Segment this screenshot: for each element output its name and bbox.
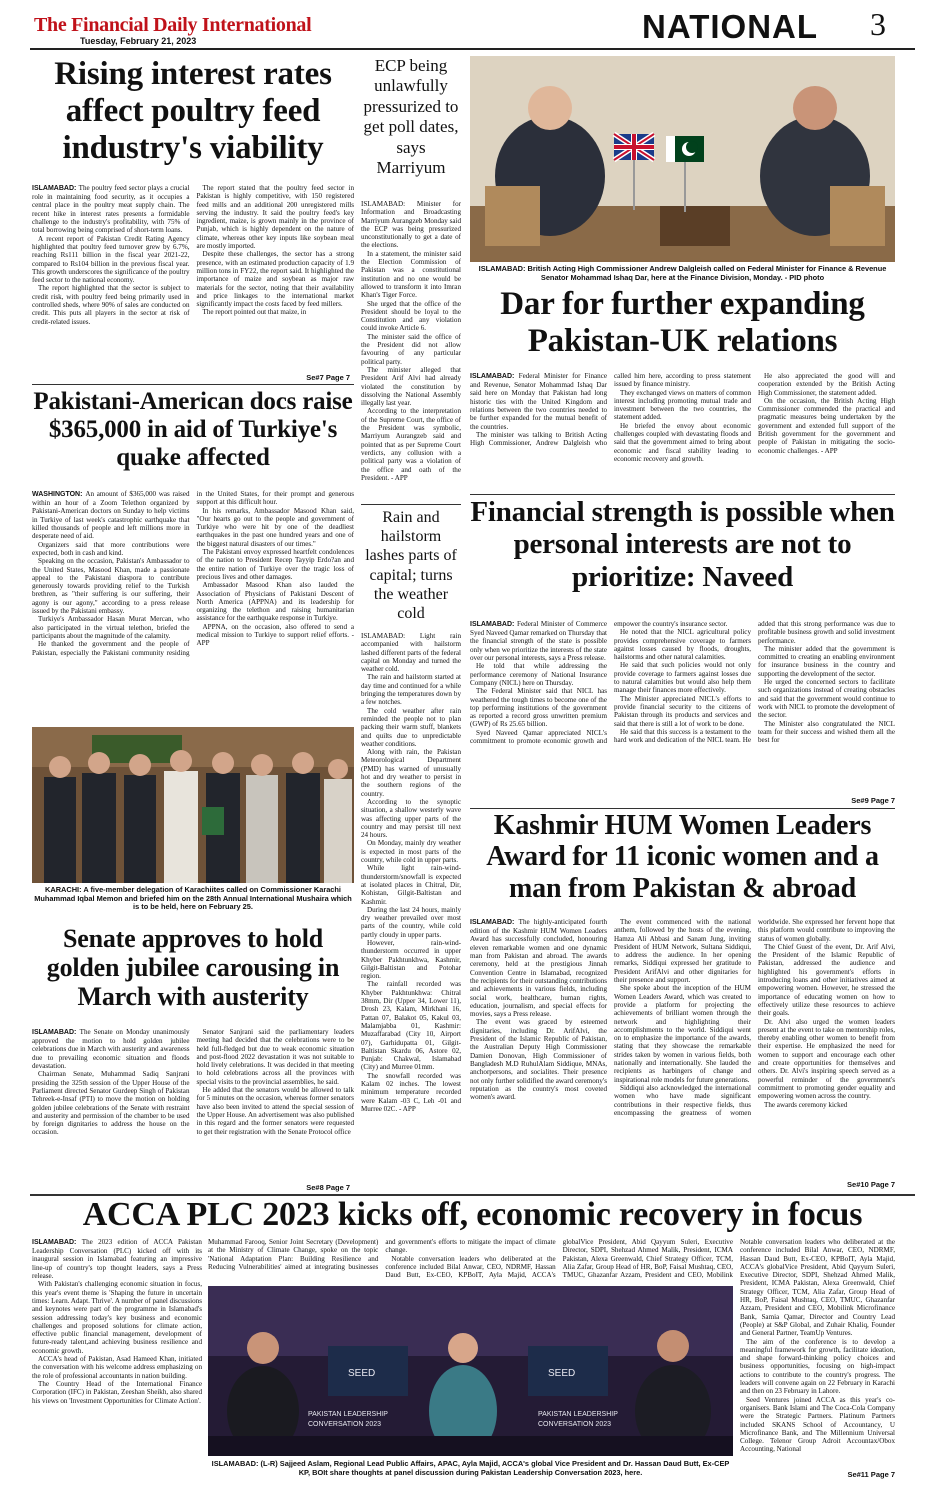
article-paragraph: Syed Naveed Qamar appreciated NICL's commitment to promote economic growth and empower the country's insurance sector. [470, 620, 728, 746]
dateline: ISLAMABAD: [32, 1239, 82, 1246]
kashmir-headline: Kashmir HUM Women Leaders Award for 11 iconic women and a man from Pakistan & abroad [486, 810, 879, 904]
article-paragraph: He said that this success is a testament to the hard work and dedication of the NICL team. He added that this strong performance was due to profitable business growth and solid investment performance. [614, 620, 895, 745]
article-paragraph: He also appreciated the good will and cooperation extended by the British Acting High Commissioner, the statement added. [758, 372, 895, 397]
article-paragraph: He briefed the envoy about economic challenges coupled with devastating floods and said that the government aimed to bring about economic and fiscal stability leading to economic recovery and growth. [614, 421, 751, 463]
article-paragraph: However, rain-wind-thunderstorm occurred in upper Khyber Pakhtunkhwa, Kashmir, Gilgit-Baltistan and Potohar region. [361, 938, 461, 981]
article-paragraph: ISLAMABAD: Federal Minister for Finance and Revenue, Senator Mohammad Ishaq Dar said here on Monday that Pakistan had long historic ties with the United Kingdom and relations between the two countries needed to be further expanded for the mutual benefit of the countries. [470, 372, 608, 431]
masthead [30, 6, 915, 50]
stage-event-line-2b: CONVERSATION 2023 [308, 1421, 382, 1428]
article-paragraph: They exchanged views on matters of common interest including promoting mutual trade and investment between the two countries, the statement added. [614, 388, 751, 422]
article-paragraph: Muhammad Farooq, Senior Joint Secretary (Development) at the Ministry of Climate Change, spoke on the topic 'National Adaptation Plan: Building Resilience and Reducing Vulnerabilities' aimed at integrating businesses and government's efforts to mitigate the impact of climate change. [208, 1238, 556, 1271]
article-paragraph: On Monday, mainly dry weather is expected in most parts of the country, while cold in upper parts. [361, 839, 461, 865]
article-paragraph: The Federal Minister said that NICL has weathered the tough times to become one of the top performing institutions of the government as reported a record gross unwritten premium (GWP) of Rs 25.65 billion. [470, 687, 607, 729]
ecp-headline: ECP being unlawfully pressurized to get poll dates, says Marriyum [363, 56, 459, 177]
senate-body [32, 1028, 354, 1186]
article-paragraph: ACCA's head of Pakistan, Asad Hameed Khan, initiated the conversation with his welcome address emphasizing on the role of professional accountants in nation building. [32, 1355, 202, 1380]
dar-headline: Dar for further expanding Pakistan-UK relations [500, 286, 865, 359]
article-paragraph: He urged the concerned sectors to facilitate such organizations instead of creating obstacles and said that the government would continue to work with NICL to promote the development of the sector. [758, 678, 895, 720]
quake-body [32, 490, 354, 718]
dateline: ISLAMABAD: [32, 1029, 80, 1036]
dateline: ISLAMABAD: [470, 373, 519, 380]
quake-headline: Pakistani-American docs raise $365,000 in aid of Turkiye's quake affected [33, 388, 353, 471]
article-paragraph: The report pointed out that maize, in [202, 308, 307, 317]
article-paragraph: The Pakistani envoy expressed heartfelt condolences of the nation to President Recep Tayyip Erdo?an and the entire nation of Turkiye over the tragic loss of precious lives and other damages. [196, 548, 354, 581]
article-paragraph: In a statement, the minister said the Election Commission of Pakistan was a constitutional institution and no one would be allowed to transform it into Imran Khan's Tiger Force. [361, 249, 461, 300]
delegation-photo-illustration [32, 727, 354, 883]
article-paragraph: He added that the senators would be allowed to talk for 5 minutes on the occasion, whereas former senators have also been invited to attend the special session of the Upper House. An advertisement was also published in this regard and the former senators were requested to get their registration with the Senate Protocol office [196, 1086, 354, 1136]
article-paragraph: According to the synoptic situation, a shallow westerly wave was affecting upper parts of the country and may persist till next 24 hours. [361, 797, 461, 840]
article-paragraph: The event was graced by esteemed dignitaries, including Dr. ArifAlvi, the President of the Islamic Republic of Pakistan, the Australian Deputy High Commissioner Damien Donovan, High Commissioner of Bangladesh M.D RuhulAlam Siddique, MNAs, anchorpersons, and socialites. Their presence not only further solidified the award ceremony's reputation as the country's most coveted women's award. [470, 1018, 607, 1102]
article-paragraph: The Minister also congratulated the NICL team for their success and wished them all the best for [758, 719, 895, 745]
article-paragraph: The Country Head of the International Finance Corporation (IFC) in Pakistan, Zeeshan Sheikh, also shared his views on 'Investment Opportunities for Climate Action'. [32, 1379, 202, 1405]
paper-name: The Financial Daily International [34, 14, 312, 36]
article-paragraph: Notable conversation leaders who deliberated at the conference included Bilal Anwar, CEO, NDRMF, Hassan Daud Butt, Ex-CEO, KPBoIT, Ayla Majid, ACCA's globalVice President, Abid Qayyum Suleri, Executive Director, SDPI, Shehzad Ahmed Malik, President, ICMA Pakistan, Alexa Greenwald, Chief Strategy Officer, TCM, Alia Zafar, Group Head of HR, BoP, Faisal Mushtaq, CEO, TMUC, Ghazanfar Azzam, President and CEO, Mobilink [385, 1238, 733, 1280]
poultry-headline: Rising interest rates affect poultry feed industry's viability [54, 56, 332, 166]
article-paragraph: ISLAMABAD: The poultry feed sector plays a crucial role in maintaining food security, as it occupies a central place in the poultry meat supply chain. The recent hike in interest rates presents a formidable challenge to the industry's profitability, with 75% of total borrowing being comprised of short-term loans. [32, 184, 190, 235]
article-paragraph: The awards ceremony kicked [764, 1100, 848, 1109]
senate-headline: Senate approves to hold golden jubilee carousing in March with austerity [46, 924, 340, 1012]
poultry-body [32, 184, 354, 374]
article-paragraph: The cold weather after rain reminded the people not to plan packing their warm stuff, blankets and quilts due to unpredictable weather conditions. [361, 706, 461, 748]
divider [32, 384, 354, 385]
kashmir-continued: Se#10 Page 7 [847, 1180, 895, 1189]
article-paragraph: With Pakistan's challenging economic situation in focus, this year's event theme is 'Shaping the future in uncertain times: Learn. Adapt. Thrive'. A number of panel discussions and keynotes were part of the programme in Islamabad's session addressing today's key business and economic challenges and proposed solutions for climate action, effective public financial management, development of future-ready talent,and achieving business resilience and economic growth. [32, 1280, 202, 1355]
article-paragraph: Turkiye's Ambassador Hasan Murat Mercan, who also participated in the virtual telethon, briefed the participants about the magnitude of the calamity. [32, 615, 190, 640]
article-paragraph: WASHINGTON: An amount of $365,000 was raised within an hour of a Zoom Telethon organized by Pakistani-American doctors on Sunday to help victims in Turkiye of last week's catastrophic earthquake that killed thousands of people and left millions more in desperate need of aid. [32, 490, 190, 541]
dateline: ISLAMABAD: [470, 919, 519, 926]
article-paragraph: Speaking on the occasion, Pakistan's Ambassador to the United States, Masood Khan, made a passionate appeal to the Pakistani diaspora to contribute generously towards providing relief to the Turkish brethren, as "their suffering is our suffering, their agony is our agony," according to a press release issued by the Pakistani embassy. [32, 557, 190, 616]
senate-continued: Se#8 Page 7 [306, 1183, 350, 1192]
article-paragraph: According to the interpretation of the Supreme Court, the office of the President was symbolic, Marriyum Aurangzeb said and pointed that as per Supreme Court verdicts, any collusion with a political party was a violation of the office and oath of the President. - APP [361, 407, 461, 482]
karachi-photo-caption: KARACHI: A five-member delegation of Karachiites called on Commissioner Karachi Muhammad Iqbal Memon and briefed him on the 28th Annual International Mushaira which is to be held, here on February 25. [34, 885, 352, 912]
acca-photo-caption: ISLAMABAD: (L-R) Sajjeed Aslam, Regional Lead Public Affairs, APAC, Ayla Majid, ACCA's global Vice President and Dr. Hassan Daud Butt, Ex-CEP KP, BOIt share thoughts at panel discussion during Pakistan Leadership Conversation 2023, here. [211, 1459, 730, 1477]
article-paragraph: Seed Ventures joined ACCA as this year's co-organisers. Bank Islami and The Coca-Cola Company were the Strategic Partners. Platinum Partners included SKANS School of Accountancy, U Microfinance Bank, and The Millennium Universal College. Telenor Group Adroit Accountax/Obox Accounting, National [740, 1395, 895, 1454]
article-paragraph: The report highlighted that the sector is subject to credit risk, with poultry feed being primarily used in controlled sheds, where 90% of sales are conducted on credit. This puts all players in the sector at risk of credit-related issues. [32, 284, 190, 326]
naveed-body [470, 620, 895, 798]
article-paragraph: The minister said the office of the President did not allow favouring of any particular political party. [361, 332, 461, 366]
article-paragraph: Senator Sanjrani said the parliamentary leaders meeting had decided that the celebrations were to be held full-fledged but due to weak economic situation and post-flood 2022 devastation it was not suitable to hold lively celebrations. It was decided in that meeting to hold celebrations across all the provinces with special visits to the provincial assemblies, he said. [196, 1028, 354, 1086]
article-paragraph: The Minister appreciated NICL's efforts to provide financial security to the citizens of Pakistan through its products and services and said that there is still a lot of work to be done. [614, 694, 751, 728]
article-paragraph: APPNA, on the occasion, also offered to send a medical mission to Turkiye to support relief efforts. - APP [196, 622, 354, 648]
dar-body [470, 372, 895, 490]
ecp-body [361, 200, 461, 506]
rain-headline: Rain and hailstorm lashes parts of capital; turns the weather cold [365, 509, 457, 622]
dateline: ISLAMABAD: [470, 621, 518, 628]
article-paragraph: The minister was talking to British Acting High Commissioner, Andrew Dalgleish who called him here, according to press statement issued by finance ministry. [470, 372, 751, 448]
article-paragraph: Ambassador Masood Khan also lauded the Association of Physicians of Pakistani Descent of North America (APPNA) and its leadership for organizing the telethon and raising humanitarian assistance for the earthquake response in Turkiye. [196, 581, 354, 623]
rain-body [361, 632, 461, 1192]
acca-photo [208, 1286, 733, 1456]
article-paragraph: She spoke about the inception of the HUM Women Leaders Award, which was created to provide a platform for projecting the achievements of brilliant women through the network and highlighting their accomplishments to the world. Siddiqui went on to emphasize the importance of the awards, stating that they showcase the remarkable strides taken by women in various fields, both nationally and internationally. She lauded the recipients as harbingers of change and inspirational role models for future generations. [614, 984, 751, 1084]
kashmir-body [470, 918, 895, 1182]
article-paragraph: ISLAMABAD: The highly-anticipated fourth edition of the Kashmir HUM Women Leaders Award has successfully concluded, honouring eleven remarkable women and one dynamic man from Pakistan and abroad. The awards ceremony, held at the prestigious Jinnah Convention Centre in Islamabad, recognized the recipients for their outstanding contributions and achievements in various fields, including social work, healthcare, human rights, education, journalism, and special effects for movies, says a Press release. [470, 918, 607, 1019]
dar-photo [470, 56, 895, 262]
article-paragraph: The Chief Guest of the event, Dr. Arif Alvi, the President of the Islamic Republic of Pakistan, addressed the audience and highlighted his government's efforts in introducing loans and other initiatives aimed at empowering women. However, he stressed the importance of educating women on how to effectively utilize these resources to achieve their goals. [758, 942, 895, 1018]
article-paragraph: Along with rain, the Pakistan Meteorological Department (PMD) has warned of unusually hot and dry weather to persist in the southern regions of the country. [361, 748, 461, 798]
article-paragraph: The rain and hailstorm started at day time and continued for a while bringing the temperatures down by a few notches. [361, 673, 461, 707]
article-paragraph: He thanked the government and the people of Pakistan, especially the Pakistani community residing in the United States, for their prompt and generous support at this difficult hour. [32, 490, 354, 657]
divider [361, 504, 461, 505]
panel-photo-illustration [208, 1286, 733, 1456]
article-paragraph: Chairman Senate, Muhammad Sadiq Sanjrani presiding the 325th session of the Upper House of the Parliament directed Senator Gurdeep Singh of Pakistan Tehreek-e-Insaf (PTI) to move the motion on holding golden jubilee celebrations of the Senate with restraint and austerity and permission of the chamber to be used by foreign dignitaries to address the house on the occasion. [32, 1070, 190, 1137]
article-paragraph: ISLAMABAD: Minister for Information and Broadcasting Marriyum Aurangzeb Monday said the ECP was being pressurized unconstitutionally to get a date of the elections. [361, 200, 461, 250]
page-number: 3 [870, 6, 886, 42]
acca-body-top [208, 1238, 733, 1282]
dateline: ISLAMABAD: [32, 185, 79, 192]
karachi-photo [32, 727, 354, 883]
article-paragraph: Siddiqui also acknowledged the international women who have made significant contributions in their respective fields, thus encompassing the greatness of women worldwide. She expressed her fervent hope that this platform would contribute to improving the status of women globally. [614, 918, 895, 1117]
issue-date: Tuesday, February 21, 2023 [80, 36, 197, 46]
naveed-headline: Financial strength is possible when personal interests are not to prioritize: Naveed [470, 496, 895, 593]
article-paragraph: She urged that the office of the President should be loyal to the Constitution and any violation could invoke Article 6. [361, 299, 461, 333]
article-paragraph: The report stated that the poultry feed sector in Pakistan is highly competitive, with 150 registered feed mills and an additional 200 unregistered mills serving the industry. It said the poultry feed's key ingredient, maize, is grown mainly in the province of Punjab, which is highly dependent on the nature of climate, whereas other key inputs like soybean meal are mostly imported. [196, 184, 354, 251]
article-paragraph: He said that such policies would not only provide coverage to farmers against losses due to natural calamities but would also help them manage their finances more effectively. [614, 661, 751, 695]
dateline: WASHINGTON: [32, 491, 86, 498]
article-paragraph: He noted that the NICL agricultural policy provides comprehensive coverage to farmers against losses caused by floods, droughts, hailstorms and other natural calamities. [614, 628, 751, 662]
stage-event-line-1b: PAKISTAN LEADERSHIP [308, 1411, 388, 1418]
article-paragraph: The rainfall recorded was Khyber Pakhtunkhwa: Chitral 38mm, Dir (Upper 34, Lower 11), Drosh 23, Kalam, Mirkhani 16, Pattan 07, Balakot 05, Kakul 03, Malamjabba 01, Kashmir: Muzaffarabad (City 10, Airport 07), Garhidupatta 01, Gilgit-Baltistan Skardu 06, Astore 02, Punjab: Chakwal, Islamabad (City) and Murree 01mm. [361, 980, 461, 1072]
article-paragraph: ISLAMABAD: The 2023 edition of ACCA Pakistan Leadership Conversation (PLC) kicked off with its inaugural session in Islamabad featuring an impressive line-up of country's top thought leaders, says a Press release. [32, 1238, 202, 1281]
article-paragraph: He told that while addressing the performance ceremony of National Insurance Company (NICL) here on Thursday. [470, 662, 607, 687]
article-paragraph: ISLAMABAD: Federal Minister of Commerce Syed Naveed Qamar remarked on Thursday that the financial strength of the state is possible only when we prioritize the interests of the state over our personal interests, says a Press release. [470, 620, 607, 663]
article-paragraph: ISLAMABAD: Light rain accompanied with hailstorm lashed different parts of the federal capital on Monday and turned the weather cold. [361, 632, 461, 674]
article-paragraph: Organizers said that more contributions were expected, both in cash and kind. [32, 540, 190, 557]
article-paragraph: Notable conversation leaders who deliberated at the conference included Bilal Anwar, CEO, NDRMF, Hassan Daud Butt, Ex-CEO, KPBoIT, Ayla Majid, ACCA's globalVice President, Abid Qayyum Suleri, Executive Director, SDPI, Shehzad Ahmed Malik, President, ICMA Pakistan, Alexa Greenwald, Chief Strategy Officer, TCM, Alia Zafar, Group Head of HR, BoP, Faisal Mushtaq, CEO, TMUC, Ghazanfar Azzam, President and CEO, Mobilink Microfinance Bank, Samia Qamar, Director and Country Lead (People) at S&P Global, and Zuhair Khaliq, Founder and General Partner, TeamUp Ventures. [740, 1238, 895, 1338]
article-paragraph: Despite these challenges, the sector has a strong presence, with an estimated production capacity of 1.9 million tons in FY22, the report said. It highlighted the importance of maize and soybean as major raw materials for the sector, noting that their availability and price linkages to the international market significantly impact the costs faced by feed millers. [196, 250, 354, 309]
acca-continued: Se#11 Page 7 [847, 1470, 895, 1479]
article-paragraph: The minister alleged that President Arif Alvi had already violated the constitution by dissolving the National Assembly illegally last year. [361, 365, 461, 408]
dar-photo-caption: ISLAMABAD: British Acting High Commissioner Andrew Dalgleish called on Federal Minister for Finance & Revenue Senator Mohammad Ishaq Dar, here at the Finance Division, Monday. - PID photo [478, 264, 887, 282]
article-paragraph: The snowfall recorded was Kalam 02 inches. The lowest minimum temperature recorded were Kalam -03 C, Leh -01 and Murree 02C. - APP [361, 1071, 461, 1113]
stage-event-line-2: CONVERSATION 2023 [538, 1421, 612, 1428]
acca-headline: ACCA PLC 2023 kicks off, economic recovery in focus [82, 1196, 863, 1233]
article-paragraph: While light rain-wind-thunderstorm/snowfall is expected at isolated places in Chitral, Dir, Kohistan, Gilgit-Baltistan and Kashmir. [361, 864, 461, 906]
acca-body-col1 [32, 1238, 202, 1482]
acca-body-right [740, 1238, 895, 1470]
article-paragraph: On the occasion, the British Acting High Commissioner commended the practical and pragmatic measures being undertaken by the government and extended full support of the British government for the government and people of Pakistan in mitigating the socio-economic challenges. - APP [758, 396, 895, 455]
stage-brand-text-2: SEED [548, 1368, 576, 1379]
article-paragraph: Dr. Alvi also urged the women leaders present at the event to take on mentorship roles, thereby enabling other women to benefit from their expertise. He emphasized the need for women to support and encourage each other and create opportunities for themselves and others. Dr. Alvi's inspiring speech served as a powerful reminder of the government's commitment to promoting gender equality and empowering women across the country. [758, 1017, 895, 1101]
divider [470, 808, 895, 809]
naveed-continued: Se#9 Page 7 [851, 796, 895, 805]
article-paragraph: In his remarks, Ambassador Masood Khan said, "Our hearts go out to the people and government of Turkiye who were hit by one of the deadliest earthquakes in the past one hundred years and one of the biggest natural disasters of our times." [196, 506, 354, 548]
article-paragraph: During the last 24 hours, mainly dry weather prevailed over most parts of the country, while cold partly cloudy in upper parts. [361, 905, 461, 939]
divider [470, 494, 895, 495]
section-name: NATIONAL [642, 8, 819, 45]
article-paragraph: A recent report of Pakistan Credit Rating Agency highlighted that poultry feed turnover grew by 6.7%, reaching Rs111 billion in the fiscal year 2021-22, compared to Rs104 billion in the previous fiscal year. This growth underscores the significance of the poultry feed sector to the national economy. [32, 234, 190, 285]
meeting-photo-illustration [470, 56, 895, 262]
article-paragraph: The minister added that the government is committed to creating an enabling environment for insurance business in the country and supporting the development of the sector. [758, 644, 895, 678]
article-paragraph: The event commenced with the national anthem, followed by the hosts of the evening, Hamza Ali Abbasi and Sanam Jung, inviting President of HUM Network, Sultana Siddiqui, to address the audience. In her opening remarks, Siddiqui expressed her gratitude to President ArifAlvi and other dignitaries for their presence and support. [614, 918, 751, 985]
poultry-continued: Se#7 Page 7 [306, 373, 350, 382]
article-paragraph: ISLAMABAD: The Senate on Monday unanimously approved the motion to hold golden jubilee celebrations due in March with austerity and awareness due to prevailing economic situation and floods devastation. [32, 1028, 190, 1071]
stage-brand-text: SEED [348, 1368, 376, 1379]
article-paragraph: The aim of the conference is to develop a meaningful framework for growth, facilitate ideation, and shape forward-thinking policy choices and business opportunities, focusing on high-impact actions to contribute to the country's progress. The leaders will convene again on 22 February in Karachi and then on 23 February in Lahore. [740, 1337, 895, 1396]
stage-event-line-1: PAKISTAN LEADERSHIP [538, 1411, 618, 1418]
